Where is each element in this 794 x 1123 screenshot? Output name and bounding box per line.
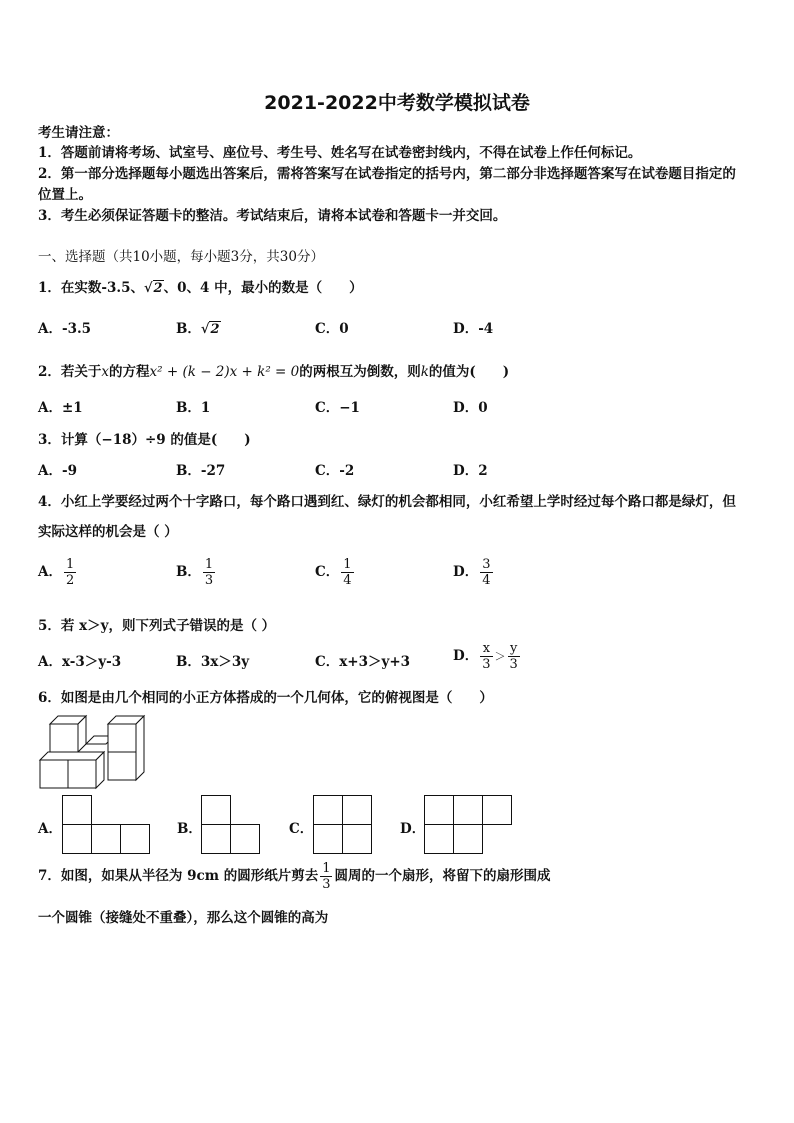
q1-option-c[interactable]: C．0 [315, 321, 349, 337]
question-3: 3．计算（−18）÷9 的值是( ) [38, 432, 251, 448]
question-5: 5．若 x＞y，则下列式子错误的是（ ） [38, 618, 276, 634]
q6-option-c[interactable]: C． [289, 821, 314, 837]
q6-option-c-figure[interactable] [313, 795, 373, 855]
q1-option-b[interactable]: B．√2 [176, 321, 220, 337]
notice-item-1: 1．答题前请将考场、试室号、座位号、考生号、姓名写在试卷密封线内，不得在试卷上作任何标记。 [38, 145, 642, 161]
q4-option-c[interactable]: C． $\frac{1}{4}$ [315, 557, 352, 588]
q3-option-b[interactable]: B．-27 [176, 463, 226, 479]
question-7-line-1: 7．如图，如果从半径为 9cm 的圆形纸片剪去 $\frac{1}{3}$ 圆周的一个扇形，将留下的扇形围成 [38, 861, 551, 892]
q3-option-a[interactable]: A．-9 [38, 463, 77, 479]
q2-option-b[interactable]: B．1 [176, 400, 211, 416]
sqrt-symbol: √2 [200, 322, 220, 337]
q6-option-a-figure[interactable] [62, 795, 152, 855]
notice-item-2-cont: 位置上。 [38, 187, 92, 203]
q4-option-b[interactable]: B． $\frac{1}{3}$ [176, 557, 214, 588]
q1-post: 、0、4 中，最小的数是（ ） [163, 280, 363, 296]
cube-solid-figure [38, 714, 153, 794]
q5-option-a[interactable]: A．x-3＞y-3 [38, 654, 122, 670]
q6-option-b[interactable]: B． [177, 821, 202, 837]
notice-item-2: 2．第一部分选择题每小题选出答案后，需将答案写在试卷指定的括号内，第二部分非选择题答案写在试卷题目指定的 [38, 166, 736, 182]
question-4-line-2: 实际这样的机会是（ ） [38, 524, 178, 540]
sqrt-symbol: √2 [143, 281, 163, 296]
question-6: 6．如图是由几个相同的小正方体搭成的一个几何体，它的俯视图是（ ） [38, 690, 493, 706]
q4-option-d[interactable]: D． $\frac{3}{4}$ [453, 557, 491, 588]
q6-option-d-figure[interactable] [424, 795, 514, 855]
q6-option-b-figure[interactable] [201, 795, 261, 855]
q3-option-d[interactable]: D．2 [453, 463, 488, 479]
question-2: 2．若关于x的方程x² + (k − 2)x + k² = 0的两根互为倒数，则k的值为( ) [38, 364, 510, 380]
q1-option-d[interactable]: D．-4 [453, 321, 494, 337]
notice-item-3: 3．考生必须保证答题卡的整洁。考试结束后，请将本试卷和答题卡一并交回。 [38, 208, 507, 224]
question-7-line-2: 一个圆锥（接缝处不重叠），那么这个圆锥的高为 [38, 910, 329, 926]
q5-option-d[interactable]: D． $\frac{x}{3}$ ＞ $\frac{y}{3}$ [453, 641, 518, 672]
q2-option-d[interactable]: D．0 [453, 400, 488, 416]
q5-option-c[interactable]: C．x+3＞y+3 [315, 654, 411, 670]
question-1 [38, 276, 363, 296]
page-title: 2021-2022中考数学模拟试卷 [264, 92, 530, 114]
q2-option-a[interactable]: A．±1 [38, 400, 83, 416]
section-heading: 一、选择题（共10小题，每小题3分，共30分） [38, 249, 324, 265]
q2-equation: x² + (k − 2)x + k² = 0 [149, 364, 300, 380]
q3-option-c[interactable]: C．-2 [315, 463, 355, 479]
notice-heading: 考生请注意： [38, 125, 119, 141]
q5-option-b[interactable]: B．3x＞3y [176, 654, 250, 670]
q4-option-a[interactable]: A． $\frac{1}{2}$ [38, 557, 75, 588]
q1-option-a[interactable]: A．-3.5 [38, 321, 92, 337]
question-4-line-1: 4．小红上学要经过两个十字路口，每个路口遇到红、绿灯的机会都相同，小红希望上学时经过每个路口都是绿灯，但 [38, 494, 736, 510]
q6-option-d[interactable]: D． [400, 821, 426, 837]
q2-option-c[interactable]: C．−1 [315, 400, 360, 416]
q6-option-a[interactable]: A． [38, 821, 62, 837]
q1-pre: 1．在实数-3.5、 [38, 280, 144, 296]
